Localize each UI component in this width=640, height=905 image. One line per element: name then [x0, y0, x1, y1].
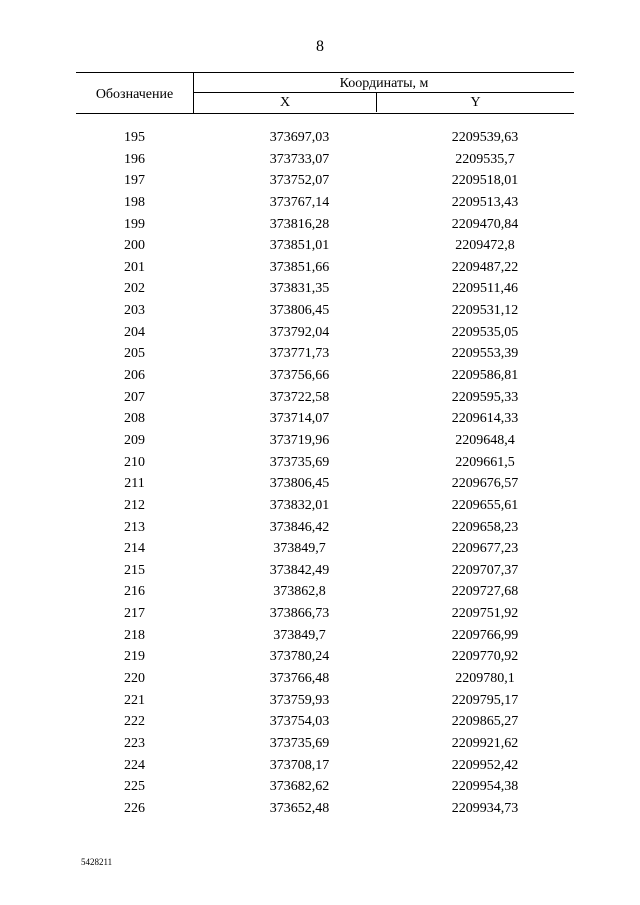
point-designation: 212 — [124, 497, 145, 513]
point-designation: 225 — [124, 779, 145, 795]
point-designation: 217 — [124, 606, 145, 622]
y-coordinate: 2209921,62 — [451, 735, 519, 751]
table-row — [76, 343, 574, 365]
table-row — [76, 603, 574, 625]
table-header — [76, 72, 574, 114]
y-coordinate: 2209865,27 — [451, 714, 519, 730]
x-coordinate: 373719,96 — [269, 432, 330, 448]
table-row — [76, 322, 574, 344]
y-coordinate: 2209511,46 — [452, 281, 518, 297]
y-coordinate: 2209954,38 — [451, 779, 519, 795]
point-designation: 221 — [124, 692, 145, 708]
table-row — [76, 755, 574, 777]
x-coordinate: 373722,58 — [269, 389, 330, 405]
y-coordinate: 2209661,5 — [455, 454, 515, 470]
point-designation: 218 — [124, 627, 145, 643]
y-coordinate: 2209727,68 — [451, 584, 519, 600]
y-coordinate: 2209952,42 — [451, 757, 519, 773]
y-coordinate: 2209676,57 — [451, 476, 519, 492]
x-coordinate: 373831,35 — [269, 281, 330, 297]
designation-header: Обозначение — [95, 87, 174, 102]
x-coordinate: 373759,93 — [269, 692, 330, 708]
x-coordinate: 373767,14 — [269, 194, 330, 210]
x-coordinate: 373816,28 — [269, 216, 330, 232]
point-designation: 205 — [124, 346, 145, 362]
x-coordinate: 373832,01 — [269, 497, 330, 513]
x-coordinate: 373862,8 — [273, 584, 326, 600]
x-coordinate: 373682,62 — [269, 779, 330, 795]
coordinates-header: Координаты, м — [194, 73, 574, 93]
x-coordinate: 373771,73 — [269, 346, 330, 362]
point-designation: 198 — [124, 194, 145, 210]
point-designation: 222 — [124, 714, 145, 730]
y-coordinate: 2209780,1 — [455, 671, 515, 687]
table-row — [76, 538, 574, 560]
x-coordinate: 373708,17 — [269, 757, 330, 773]
page-number: 8 — [316, 38, 324, 55]
table-row — [76, 711, 574, 733]
table-row — [76, 235, 574, 257]
x-coordinate: 373652,48 — [269, 800, 330, 816]
table-row — [76, 300, 574, 322]
table-row — [76, 192, 574, 214]
y-coordinate: 2209553,39 — [451, 346, 519, 362]
y-coordinate: 2209513,43 — [451, 194, 519, 210]
point-designation: 201 — [124, 259, 145, 275]
point-designation: 206 — [124, 368, 145, 384]
y-coordinate: 2209770,92 — [451, 649, 519, 665]
y-coordinate: 2209531,12 — [451, 303, 519, 319]
y-coordinate: 2209595,33 — [451, 389, 519, 405]
table-row — [76, 170, 574, 192]
point-designation: 223 — [124, 735, 145, 751]
table-row — [76, 625, 574, 647]
x-coordinate: 373780,24 — [269, 649, 330, 665]
table-row — [76, 408, 574, 430]
point-designation: 224 — [124, 757, 145, 773]
point-designation: 208 — [124, 411, 145, 427]
x-coordinate: 373849,7 — [273, 541, 326, 557]
x-coordinate: 373849,7 — [273, 627, 326, 643]
y-coordinate: 2209535,05 — [451, 324, 519, 340]
y-coordinate: 2209795,17 — [451, 692, 519, 708]
point-designation: 215 — [124, 562, 145, 578]
x-coordinate: 373735,69 — [269, 735, 330, 751]
x-coordinate: 373733,07 — [269, 151, 330, 167]
table-row — [76, 776, 574, 798]
point-designation: 200 — [124, 238, 145, 254]
table-row — [76, 581, 574, 603]
y-column-header: Y — [470, 95, 481, 110]
table-row — [76, 690, 574, 712]
y-coordinate: 2209586,81 — [451, 368, 519, 384]
y-coordinate: 2209766,99 — [451, 627, 519, 643]
point-designation: 195 — [124, 130, 145, 145]
x-coordinate: 373806,45 — [269, 303, 330, 319]
x-coordinate: 373851,01 — [269, 238, 330, 254]
point-designation: 207 — [124, 389, 145, 405]
y-coordinate: 2209472,8 — [455, 238, 515, 254]
table-row — [76, 127, 574, 149]
point-designation: 226 — [124, 800, 145, 816]
y-coordinate: 2209487,22 — [451, 259, 519, 275]
point-designation: 214 — [124, 541, 145, 557]
point-designation: 211 — [124, 476, 145, 492]
y-coordinate: 2209470,84 — [451, 216, 519, 232]
x-coordinate: 373752,07 — [269, 173, 330, 189]
x-coordinate: 373697,03 — [269, 130, 330, 145]
point-designation: 220 — [124, 671, 145, 687]
table-row — [76, 560, 574, 582]
point-designation: 209 — [124, 432, 145, 448]
x-coordinate: 373735,69 — [269, 454, 330, 470]
x-coordinate: 373792,04 — [269, 324, 330, 340]
y-coordinate: 2209539,63 — [451, 130, 519, 145]
x-coordinate: 373842,49 — [269, 562, 330, 578]
point-designation: 210 — [124, 454, 145, 470]
x-column-header: X — [194, 93, 377, 112]
table-row — [76, 365, 574, 387]
point-designation: 196 — [124, 151, 145, 167]
point-designation: 204 — [124, 324, 145, 340]
x-coordinate: 373806,45 — [269, 476, 330, 492]
y-coordinate: 2209751,92 — [451, 606, 519, 622]
point-designation: 216 — [124, 584, 145, 600]
y-coordinate: 2209535,7 — [455, 151, 515, 167]
y-coordinate: 2209658,23 — [451, 519, 519, 535]
table-row — [76, 495, 574, 517]
table-row — [76, 668, 574, 690]
x-coordinate: 373714,07 — [269, 411, 330, 427]
document-id: 5428211 — [81, 857, 113, 867]
table-row — [76, 149, 574, 171]
x-coordinate: 373754,03 — [269, 714, 330, 730]
table-row — [76, 798, 574, 820]
table-row — [76, 452, 574, 474]
x-coordinate: 373846,42 — [269, 519, 330, 535]
y-coordinate: 2209655,61 — [451, 497, 519, 513]
y-coordinate: 2209677,23 — [451, 541, 519, 557]
point-designation: 219 — [124, 649, 145, 665]
y-coordinate: 2209518,01 — [451, 173, 519, 189]
point-designation: 202 — [124, 281, 145, 297]
table-row — [76, 278, 574, 300]
table-row — [76, 733, 574, 755]
table-row — [76, 430, 574, 452]
y-coordinate: 2209614,33 — [451, 411, 519, 427]
point-designation: 197 — [124, 173, 145, 189]
point-designation: 199 — [124, 216, 145, 232]
table-row — [76, 473, 574, 495]
y-coordinate: 2209707,37 — [451, 562, 519, 578]
table-row — [76, 257, 574, 279]
y-coordinate: 2209648,4 — [455, 432, 515, 448]
table-row — [76, 387, 574, 409]
table-row — [76, 517, 574, 539]
table-row — [76, 214, 574, 236]
x-coordinate: 373851,66 — [269, 259, 330, 275]
point-designation: 203 — [124, 303, 145, 319]
point-designation: 213 — [124, 519, 145, 535]
x-coordinate: 373766,48 — [269, 671, 330, 687]
coordinates-subheader — [194, 93, 574, 112]
x-coordinate: 373866,73 — [269, 606, 330, 622]
y-coordinate: 2209934,73 — [451, 800, 519, 816]
coordinates-table-body — [76, 127, 574, 820]
table-row — [76, 646, 574, 668]
coordinates-header-group — [193, 73, 574, 113]
x-coordinate: 373756,66 — [269, 368, 330, 384]
